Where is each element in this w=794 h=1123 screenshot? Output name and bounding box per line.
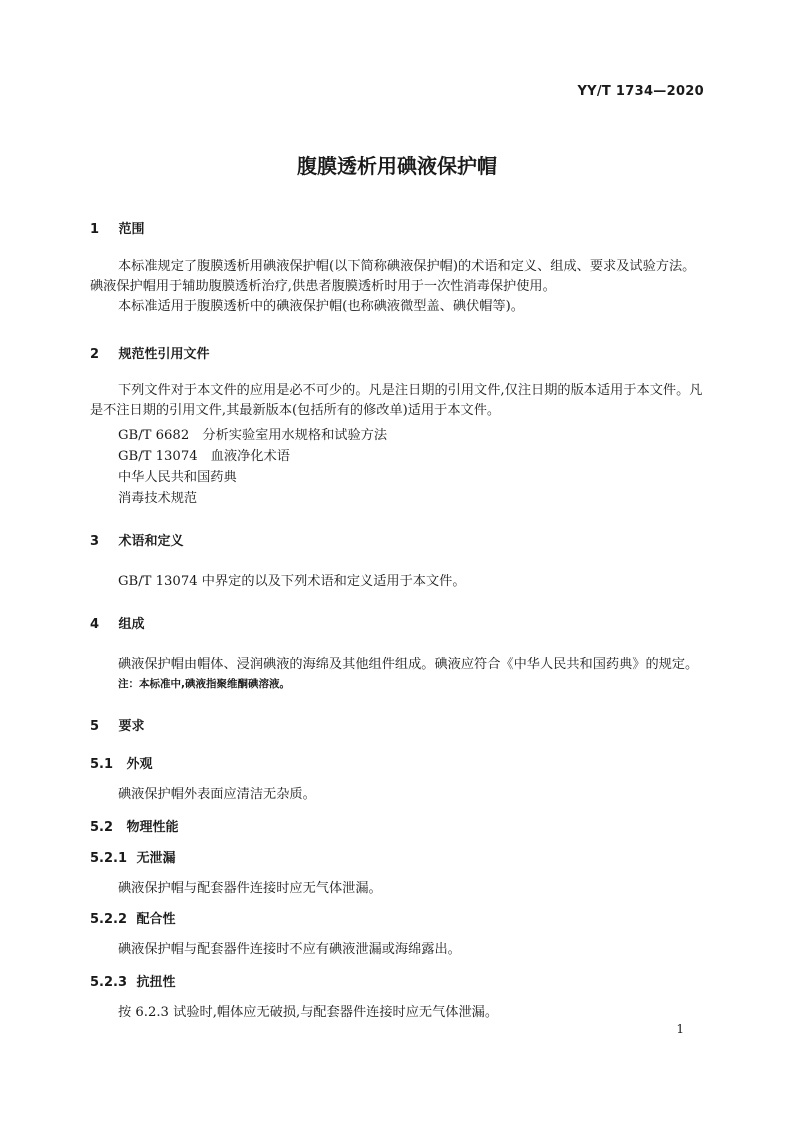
subsection-heading-5-2: 5.2 物理性能 <box>90 820 179 835</box>
reference-item: GB/T 6682 分析实验室用水规格和试验方法 <box>118 428 388 443</box>
section-heading-4: 4 组成 <box>90 617 145 632</box>
section-3-paragraph-1: GB/T 13074 中界定的以及下列术语和定义适用于本文件。 <box>118 574 466 589</box>
subsection-5-2-2-paragraph: 碘液保护帽与配套器件连接时不应有碘液泄漏或海绵露出。 <box>118 942 461 957</box>
subsection-5-2-3-paragraph: 按 6.2.3 试验时,帽体应无破损,与配套器件连接时应无气体泄漏。 <box>118 1005 499 1020</box>
section-4-paragraph-1: 碘液保护帽由帽体、浸润碘液的海绵及其他组件组成。碘液应符合《中华人民共和国药典》的规定。 <box>118 657 699 672</box>
reference-item: 消毒技术规范 <box>118 491 198 506</box>
section-1-paragraph-1: 本标准规定了腹膜透析用碘液保护帽(以下简称碘液保护帽)的术语和定义、组成、要求及试验方法。碘液保护帽用于辅助腹膜透析治疗,供患者腹膜透析时用于一次性消毒保护使用。 <box>90 259 696 294</box>
reference-item: 中华人民共和国药典 <box>118 470 237 485</box>
subsection-heading-5-2-1: 5.2.1 无泄漏 <box>90 851 176 866</box>
section-heading-5: 5 要求 <box>90 719 145 734</box>
subsection-heading-5-1: 5.1 外观 <box>90 757 153 772</box>
subsection-heading-5-2-3: 5.2.3 抗扭性 <box>90 975 176 990</box>
subsection-5-2-1-paragraph: 碘液保护帽与配套器件连接时应无气体泄漏。 <box>118 881 382 896</box>
section-heading-1: 1 范围 <box>90 222 145 237</box>
subsection-5-1-paragraph: 碘液保护帽外表面应清洁无杂质。 <box>118 787 316 802</box>
standard-number: YY/T 1734—2020 <box>577 84 704 99</box>
section-4-note: 注：本标准中,碘液指聚维酮碘溶液。 <box>118 678 290 690</box>
page-title: 腹膜透析用碘液保护帽 <box>297 154 497 178</box>
subsection-heading-5-2-2: 5.2.2 配合性 <box>90 912 176 927</box>
section-heading-3: 3 术语和定义 <box>90 534 184 549</box>
section-2-paragraph-1: 下列文件对于本文件的应用是必不可少的。凡是注日期的引用文件,仅注日期的版本适用于本文件。凡是不注日期的引用文件,其最新版本(包括所有的修改单)适用于本文件。 <box>90 383 703 418</box>
section-heading-2: 2 规范性引用文件 <box>90 347 210 362</box>
section-1-paragraph-2: 本标准适用于腹膜透析中的碘液保护帽(也称碘液微型盖、碘伏帽等)。 <box>118 299 524 314</box>
reference-item: GB/T 13074 血液净化术语 <box>118 449 290 464</box>
page-number: 1 <box>676 1022 684 1036</box>
